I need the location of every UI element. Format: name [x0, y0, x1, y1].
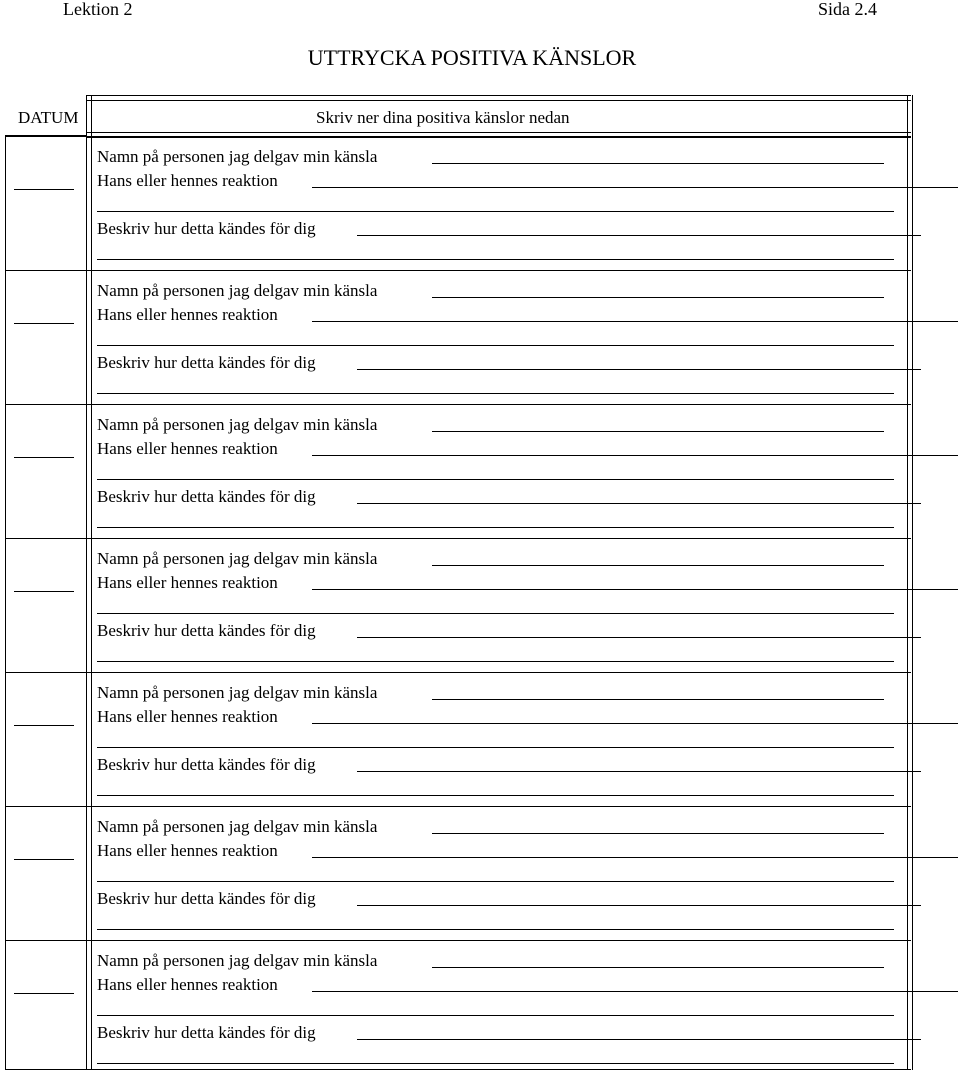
reaction-field-continued[interactable] [97, 479, 894, 480]
table-top-border [86, 95, 911, 101]
person-label: Namn på personen jag delgav min känsla [97, 147, 378, 166]
reaction-field[interactable] [312, 991, 958, 992]
describe-label: Beskriv hur detta kändes för dig [97, 889, 316, 908]
describe-field[interactable] [357, 771, 921, 772]
row-top-border [5, 940, 911, 941]
date-field[interactable] [14, 189, 74, 190]
describe-field-continued[interactable] [97, 795, 894, 796]
entry-row-5 [0, 672, 960, 806]
reaction-label: Hans eller hennes reaktion [97, 439, 278, 458]
describe-label: Beskriv hur detta kändes för dig [97, 487, 316, 506]
describe-field[interactable] [357, 369, 921, 370]
reaction-field-continued[interactable] [97, 747, 894, 748]
reaction-label: Hans eller hennes reaktion [97, 707, 278, 726]
content-column-header: Skriv ner dina positiva känslor nedan [316, 108, 570, 127]
describe-field[interactable] [357, 637, 921, 638]
describe-field[interactable] [357, 503, 921, 504]
date-field[interactable] [14, 859, 74, 860]
date-field[interactable] [14, 323, 74, 324]
reaction-field[interactable] [312, 857, 958, 858]
reaction-field[interactable] [312, 455, 958, 456]
reaction-label: Hans eller hennes reaktion [97, 171, 278, 190]
person-label: Namn på personen jag delgav min känsla [97, 951, 378, 970]
person-label: Namn på personen jag delgav min känsla [97, 817, 378, 836]
reaction-label: Hans eller hennes reaktion [97, 975, 278, 994]
entry-row-6 [0, 806, 960, 940]
person-field[interactable] [432, 967, 884, 968]
entry-row-4 [0, 538, 960, 672]
reaction-field[interactable] [312, 321, 958, 322]
describe-field-continued[interactable] [97, 259, 894, 260]
describe-field-continued[interactable] [97, 929, 894, 930]
entry-row-7 [0, 940, 960, 1074]
describe-field[interactable] [357, 1039, 921, 1040]
describe-label: Beskriv hur detta kändes för dig [97, 219, 316, 238]
person-field[interactable] [432, 699, 884, 700]
reaction-field-continued[interactable] [97, 881, 894, 882]
date-field[interactable] [14, 725, 74, 726]
describe-field-continued[interactable] [97, 527, 894, 528]
describe-label: Beskriv hur detta kändes för dig [97, 755, 316, 774]
person-label: Namn på personen jag delgav min känsla [97, 415, 378, 434]
row-top-border [5, 404, 911, 405]
date-field[interactable] [14, 457, 74, 458]
header-page-number: Sida 2.4 [818, 0, 878, 19]
person-field[interactable] [432, 297, 884, 298]
row-top-border [5, 538, 911, 539]
header-lesson: Lektion 2 [63, 0, 133, 19]
date-field[interactable] [14, 993, 74, 994]
reaction-field[interactable] [312, 589, 958, 590]
reaction-field-continued[interactable] [97, 345, 894, 346]
describe-field[interactable] [357, 235, 921, 236]
row-top-border [5, 270, 911, 271]
describe-label: Beskriv hur detta kändes för dig [97, 1023, 316, 1042]
row-top-border [5, 136, 911, 137]
reaction-field[interactable] [312, 187, 958, 188]
person-field[interactable] [432, 833, 884, 834]
reaction-label: Hans eller hennes reaktion [97, 841, 278, 860]
reaction-field[interactable] [312, 723, 958, 724]
entry-row-3 [0, 404, 960, 538]
describe-field-continued[interactable] [97, 393, 894, 394]
reaction-label: Hans eller hennes reaktion [97, 573, 278, 592]
reaction-field-continued[interactable] [97, 613, 894, 614]
person-label: Namn på personen jag delgav min känsla [97, 281, 378, 300]
describe-label: Beskriv hur detta kändes för dig [97, 353, 316, 372]
describe-field[interactable] [357, 905, 921, 906]
person-field[interactable] [432, 431, 884, 432]
person-field[interactable] [432, 565, 884, 566]
person-label: Namn på personen jag delgav min känsla [97, 683, 378, 702]
describe-label: Beskriv hur detta kändes för dig [97, 621, 316, 640]
reaction-label: Hans eller hennes reaktion [97, 305, 278, 324]
row-top-border [5, 672, 911, 673]
row-top-border [5, 806, 911, 807]
entry-row-2 [0, 270, 960, 404]
person-field[interactable] [432, 163, 884, 164]
reaction-field-continued[interactable] [97, 211, 894, 212]
page-title: UTTRYCKA POSITIVA KÄNSLOR [307, 45, 637, 70]
person-label: Namn på personen jag delgav min känsla [97, 549, 378, 568]
describe-field-continued[interactable] [97, 1063, 894, 1064]
reaction-field-continued[interactable] [97, 1015, 894, 1016]
date-column-header: DATUM [18, 108, 79, 127]
entry-row-1 [0, 136, 960, 270]
date-field[interactable] [14, 591, 74, 592]
describe-field-continued[interactable] [97, 661, 894, 662]
